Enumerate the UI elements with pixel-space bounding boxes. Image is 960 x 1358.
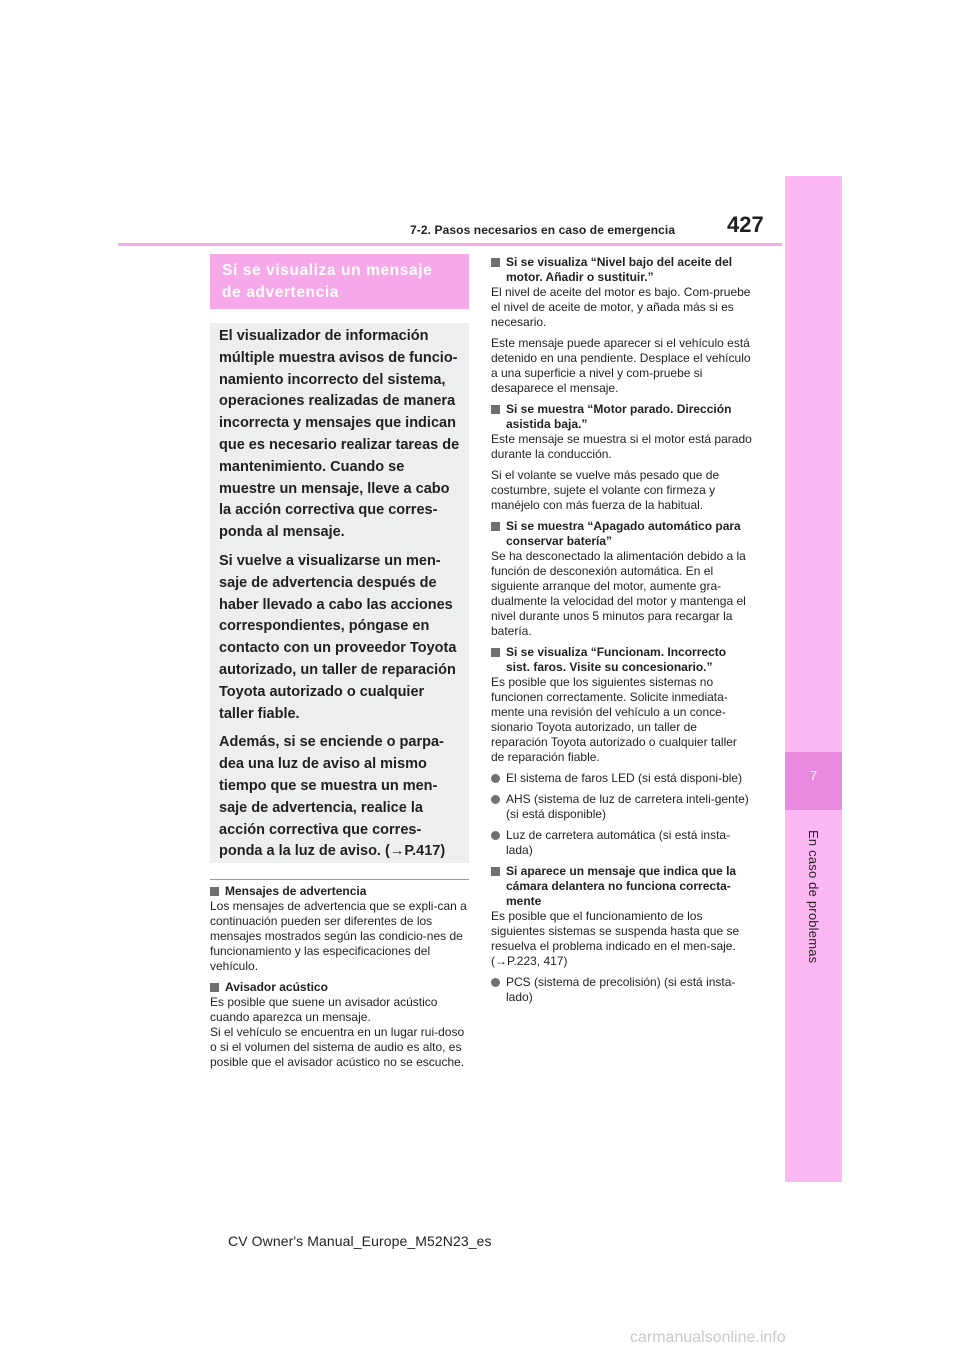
- right-column: [491, 255, 753, 1011]
- section-title-line: de advertencia: [222, 284, 339, 301]
- sub-heading: [491, 402, 753, 432]
- sub-heading-text: Si se muestra “Motor parado. Dirección asistida baja.”: [506, 402, 732, 431]
- body-text: Es posible que el funcionamiento de los siguientes sistemas se suspenda hasta que se resuelva el problema indicado en el men-saje. (→P.223, 417): [491, 909, 740, 968]
- body-text: Si el volante se vuelve más pesado que de costumbre, sujete el volante con firmeza y manéjelo con más fuerza de la habitual.: [491, 468, 720, 512]
- bullet-text: AHS (sistema de luz de carretera inteli-gente) (si está disponible): [506, 792, 749, 821]
- body-text: Los mensajes de advertencia que se expli-can a continuación pueden ser diferentes de los mensajes mostrados según las condicio-nes de funcionamiento y las especificaciones del vehículo.: [210, 899, 467, 973]
- info-paragraph: El visualizador de información múltiple muestra avisos de funcio-namiento incorrecto del sistema, operaciones realizadas de manera incorrecta y mensajes que indican que es necesario realizar tareas de mantenimiento. Cuando se muestre un mensaje, lleve a cabo la acción correctiva que corres-ponda al mensaje.: [219, 328, 460, 541]
- section-title-line: Si se visualiza un mensaje: [222, 262, 433, 279]
- body-text: Es posible que los siguientes sistemas no funcionen correctamente. Solicite inmediata-mente una revisión del vehículo a un conce-sionario Toyota autorizado, un taller de reparación Toyota autorizado o cualquier taller de reparación fiable.: [491, 675, 737, 764]
- sub-heading: [491, 519, 753, 549]
- column-divider: [210, 879, 469, 880]
- square-bullet-icon: [491, 405, 500, 414]
- square-bullet-icon: [491, 522, 500, 531]
- round-bullet-icon: [491, 978, 500, 987]
- section-title-box: [210, 254, 469, 309]
- bullet-item: [491, 792, 753, 822]
- body-text: Este mensaje se muestra si el motor está parado durante la conducción.: [491, 432, 752, 461]
- footer-manual-id: CV Owner's Manual_Europe_M52N23_es: [228, 1233, 492, 1249]
- left-column: [210, 884, 470, 1076]
- body-text: El nivel de aceite del motor es bajo. Com-pruebe el nivel de aceite de motor, y añada más si es necesario.: [491, 285, 751, 329]
- sub-heading: [210, 884, 470, 899]
- sub-heading-text: Si aparece un mensaje que indica que la cámara delantera no funciona correcta-mente: [506, 864, 737, 908]
- sub-heading: [491, 645, 753, 675]
- bullet-item: [491, 771, 753, 786]
- chapter-number: 7: [809, 768, 818, 783]
- sub-heading-text: Si se muestra “Apagado automático para conservar batería”: [506, 519, 741, 548]
- body-text: Este mensaje puede aparecer si el vehículo está detenido en una pendiente. Desplace el vehículo a una superficie a nivel y com-pruebe si desaparece el mensaje.: [491, 336, 751, 395]
- chapter-side-tab: [785, 176, 842, 1182]
- info-box: [210, 323, 469, 863]
- bullet-text: El sistema de faros LED (si está disponi-ble): [506, 771, 743, 785]
- body-text: Se ha desconectado la alimentación debido a la función de desconexión automática. En el siguiente arranque del motor, aumente gra-dualmente la velocidad del motor y mantenga el nivel durante unos 5 minutos para recargar la batería.: [491, 549, 746, 638]
- square-bullet-icon: [491, 867, 500, 876]
- bullet-text: Luz de carretera automática (si está insta-lada): [506, 828, 731, 857]
- sub-heading-text: Mensajes de advertencia: [225, 884, 367, 898]
- square-bullet-icon: [210, 983, 219, 992]
- watermark: carmanualsonline.info: [630, 1329, 786, 1346]
- sub-heading: [210, 980, 470, 995]
- chapter-title: En caso de problemas: [806, 830, 821, 964]
- info-paragraph: Además, si se enciende o parpa-dea una luz de aviso al mismo tiempo que se muestra un men-saje de advertencia, realice la acción correctiva que corres-ponda a la luz de aviso. (→P.417): [219, 734, 446, 860]
- sub-heading: [491, 255, 753, 285]
- sub-heading-text: Si se visualiza “Nivel bajo del aceite del motor. Añadir o sustituir.”: [506, 255, 733, 284]
- body-text: Es posible que suene un avisador acústico cuando aparezca un mensaje. Si el vehículo se encuentra en un lugar rui-doso o si el volumen del sistema de audio es alto, es posible que el avisador acústico no se escuche.: [210, 995, 465, 1069]
- bullet-item: [491, 828, 753, 858]
- square-bullet-icon: [491, 258, 500, 267]
- round-bullet-icon: [491, 831, 500, 840]
- header-rule: [118, 243, 782, 246]
- info-paragraph: Si vuelve a visualizarse un men-saje de advertencia después de haber llevado a cabo las acciones correspondientes, póngase en contacto con un proveedor Toyota autorizado, un taller de reparación Toyota autorizado o cualquier taller fiable.: [219, 552, 457, 722]
- bullet-item: [491, 975, 753, 1005]
- section-header: 7-2. Pasos necesarios en caso de emergencia: [410, 223, 676, 237]
- sub-heading-text: Si se visualiza “Funcionam. Incorrecto sist. faros. Visite su concesionario.”: [506, 645, 727, 674]
- page-number: 427: [727, 212, 764, 237]
- sub-heading: [491, 864, 753, 909]
- bullet-text: PCS (sistema de precolisión) (si está insta-lado): [506, 975, 736, 1004]
- round-bullet-icon: [491, 774, 500, 783]
- square-bullet-icon: [491, 648, 500, 657]
- square-bullet-icon: [210, 887, 219, 896]
- sub-heading-text: Avisador acústico: [225, 980, 328, 994]
- round-bullet-icon: [491, 795, 500, 804]
